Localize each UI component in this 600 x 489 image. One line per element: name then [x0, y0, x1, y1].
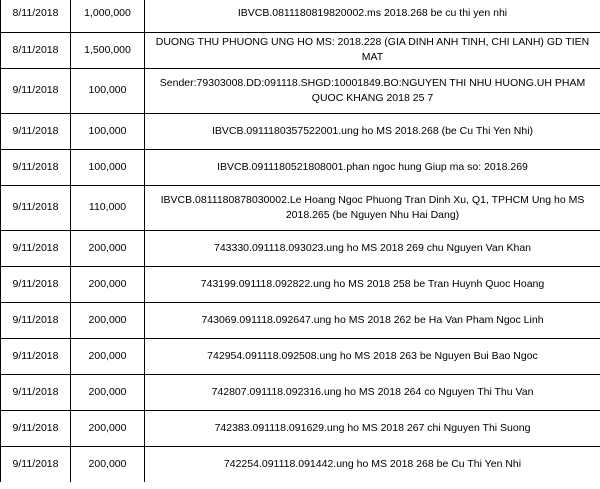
date-cell: 9/11/2018	[1, 185, 71, 230]
date-cell: 9/11/2018	[1, 230, 71, 266]
description-cell: IBVCB.0911180357522001.ung ho MS 2018.268 (be Cu Thi Yen Nhi)	[145, 113, 600, 149]
table-row	[1, 446, 600, 482]
table-row	[1, 0, 600, 32]
description-cell: 743199.091118.092822.ung ho MS 2018 258 be Tran Huynh Quoc Hoang	[145, 266, 600, 302]
date-cell: 9/11/2018	[1, 338, 71, 374]
date-cell: 9/11/2018	[1, 302, 71, 338]
table-row	[1, 68, 600, 113]
amount-cell: 200,000	[71, 446, 145, 482]
amount-cell: 200,000	[71, 410, 145, 446]
date-cell: 9/11/2018	[1, 68, 71, 113]
description-cell: IBVCB.0911180521808001.phan ngoc hung Giup ma so: 2018.269	[145, 149, 600, 185]
amount-cell: 1,000,000	[71, 0, 145, 32]
date-cell: 9/11/2018	[1, 374, 71, 410]
description-cell: Sender:79303008.DD:091118.SHGD:10001849.BO:NGUYEN THI NHU HUONG.UH PHAM QUOC KHANG 2018 25 7	[145, 68, 600, 113]
amount-cell: 200,000	[71, 266, 145, 302]
table-row	[1, 32, 600, 68]
table-row	[1, 410, 600, 446]
description-cell: IBVCB.0811180878030002.Le Hoang Ngoc Phuong Tran Dinh Xu, Q1, TPHCM Ung ho MS 2018.265 (be Nguyen Nhu Hai Dang)	[145, 185, 600, 230]
amount-cell: 1,500,000	[71, 32, 145, 68]
description-cell: DUONG THU PHUONG UNG HO MS: 2018.228 (GIA DINH ANH TINH, CHI LANH) GD TIEN MAT	[145, 32, 600, 68]
table-row	[1, 230, 600, 266]
description-cell: 743330.091118.093023.ung ho MS 2018 269 chu Nguyen Van Khan	[145, 230, 600, 266]
table-row	[1, 149, 600, 185]
amount-cell: 200,000	[71, 302, 145, 338]
table-row	[1, 374, 600, 410]
amount-cell: 110,000	[71, 185, 145, 230]
amount-cell: 200,000	[71, 338, 145, 374]
date-cell: 9/11/2018	[1, 113, 71, 149]
date-cell: 8/11/2018	[1, 32, 71, 68]
description-cell: 743069.091118.092647.ung ho MS 2018 262 be Ha Van Pham Ngoc Linh	[145, 302, 600, 338]
description-cell: IBVCB.0811180819820002.ms 2018.268 be cu thi yen nhi	[145, 0, 600, 32]
table-row	[1, 338, 600, 374]
amount-cell: 100,000	[71, 149, 145, 185]
date-cell: 8/11/2018	[1, 0, 71, 32]
date-cell: 9/11/2018	[1, 410, 71, 446]
description-cell: 742807.091118.092316.ung ho MS 2018 264 co Nguyen Thi Thu Van	[145, 374, 600, 410]
amount-cell: 100,000	[71, 68, 145, 113]
amount-cell: 200,000	[71, 374, 145, 410]
amount-cell: 200,000	[71, 230, 145, 266]
table-row	[1, 302, 600, 338]
description-cell: 742954.091118.092508.ung ho MS 2018 263 be Nguyen Bui Bao Ngoc	[145, 338, 600, 374]
description-cell: 742383.091118.091629.ung ho MS 2018 267 chi Nguyen Thi Suong	[145, 410, 600, 446]
table-row	[1, 185, 600, 230]
date-cell: 9/11/2018	[1, 149, 71, 185]
amount-cell: 100,000	[71, 113, 145, 149]
table-row	[1, 113, 600, 149]
table-row	[1, 266, 600, 302]
description-cell: 742254.091118.091442.ung ho MS 2018 268 be Cu Thi Yen Nhi	[145, 446, 600, 482]
date-cell: 9/11/2018	[1, 266, 71, 302]
date-cell: 9/11/2018	[1, 446, 71, 482]
